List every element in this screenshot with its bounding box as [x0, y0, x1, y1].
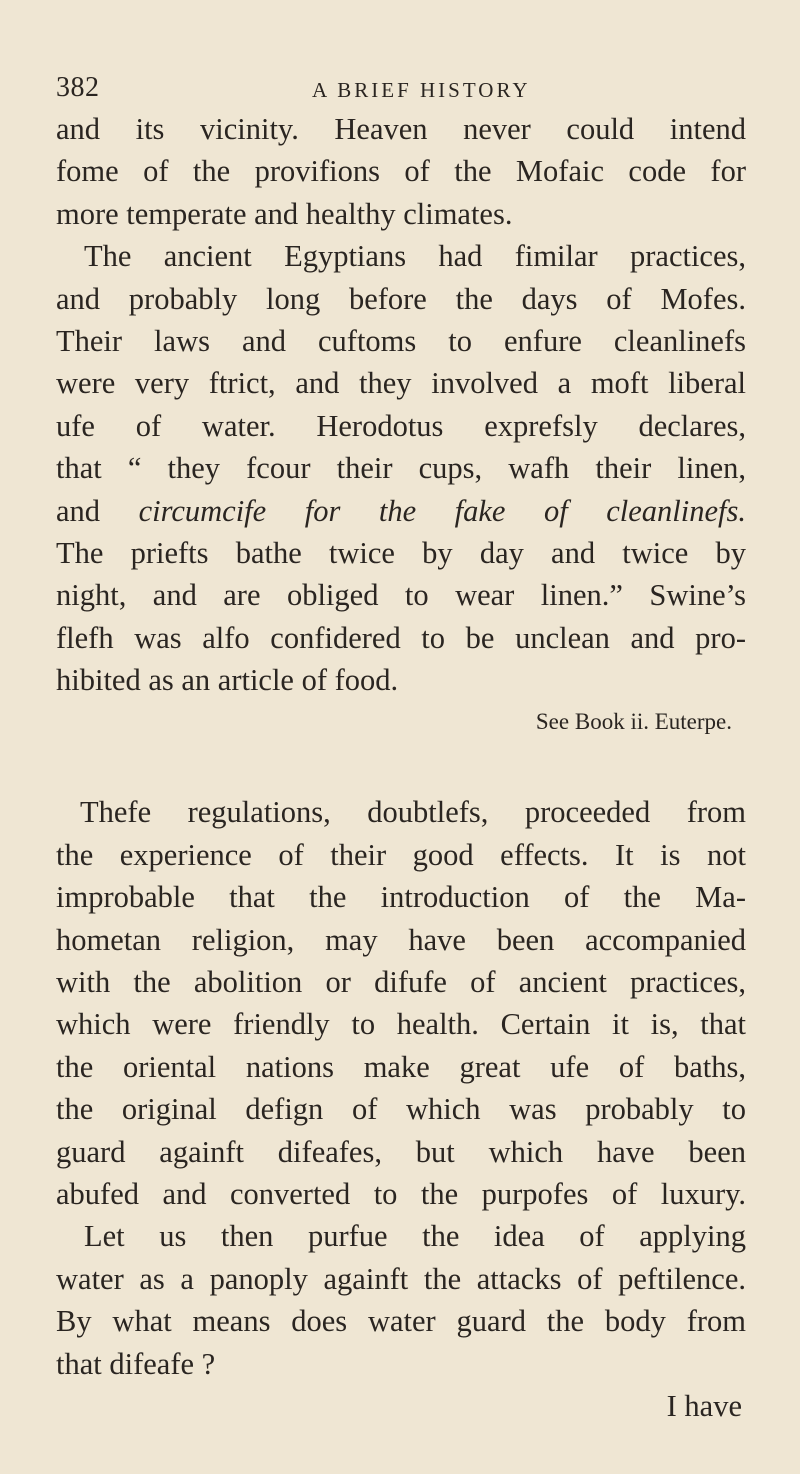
citation: See Book ii. Euterpe. — [535, 709, 732, 735]
text-line: and its vicinity. Heaven never could intend — [56, 112, 746, 146]
text-line: night, and are obliged to wear linen.” Swine’s — [56, 578, 746, 613]
text-line: the experience of their good effects. It is not — [56, 837, 746, 872]
text-line: which were friendly to health. Certain it is, that — [56, 1007, 746, 1042]
text-line: improbable that the introduction of the Ma- — [56, 880, 746, 915]
text-prefix: and — [56, 493, 101, 528]
text-line: flefh was alfo confidered to be unclean and pro- — [56, 620, 746, 655]
text-line: the original defign of which was probably to — [56, 1092, 746, 1127]
page-body — [56, 108, 746, 1427]
text-line: The priefts bathe twice by day and twice by — [56, 535, 746, 570]
text-line: Let us then purfue the idea of applying — [84, 1219, 746, 1254]
text-line-italic — [56, 490, 746, 532]
text-line: water as a panoply againft the attacks of peftilence. — [56, 1261, 746, 1296]
text-line: the oriental nations make great ufe of baths, — [56, 1049, 746, 1084]
running-head: A BRIEF HISTORY — [312, 78, 531, 102]
text-line: By what means does water guard the body from — [56, 1304, 746, 1339]
text-line: hibited as an article of food. — [56, 663, 399, 698]
catchword: I have — [666, 1388, 742, 1423]
text-line: that “ they fcour their cups, wafh their linen, — [56, 451, 746, 486]
page-header — [56, 72, 740, 102]
text-line: guard againft difeafes, but which have been — [56, 1134, 746, 1169]
text-line: were very ftrict, and they involved a moft liberal — [56, 366, 746, 401]
italic-quote: circumcife for the fake of cleanlinefs. — [138, 493, 747, 528]
text-line: that difeafe ? — [56, 1346, 216, 1381]
text-line: Thefe regulations, doubtlefs, proceeded from — [80, 795, 746, 830]
page-number: 382 — [56, 72, 100, 103]
text-line: Their laws and cuftoms to enfure cleanlinefs — [56, 323, 746, 358]
text-line: ufe of water. Herodotus exprefsly declares, — [56, 408, 746, 443]
text-line: hometan religion, may have been accompanied — [56, 922, 746, 957]
text-line: fome of the provifions of the Mofaic code for — [56, 154, 746, 189]
text-line: more temperate and healthy climates. — [56, 196, 513, 231]
text-line: abufed and converted to the purpofes of luxury. — [56, 1176, 746, 1211]
text-line: The ancient Egyptians had fimilar practices, — [84, 239, 746, 274]
text-line: with the abolition or difufe of ancient practices, — [56, 965, 746, 1000]
text-line: and probably long before the days of Mofes. — [56, 281, 746, 316]
section-gap — [56, 741, 746, 791]
